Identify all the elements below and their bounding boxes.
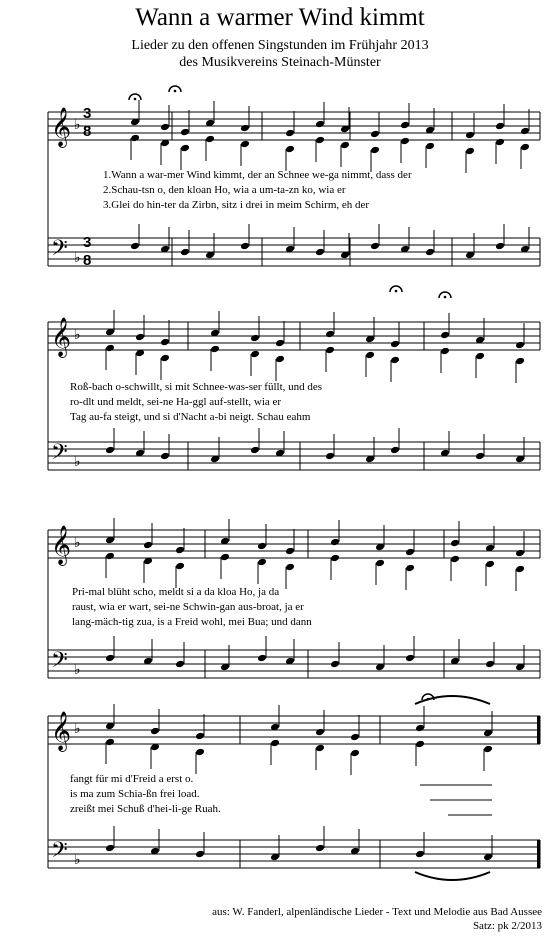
note-head [325, 330, 335, 339]
lyric-s2-v1: Roß-bach o-schwillt, si mit Schnee-was-ser füllt, und des [70, 381, 323, 393]
treble-clef-icon: 𝄞 [51, 525, 72, 565]
note-head [240, 124, 250, 133]
note-head [257, 542, 267, 551]
note-head [180, 128, 190, 137]
note-head [315, 120, 325, 129]
note-head [370, 130, 380, 139]
arrangement-credit: Satz: pk 2/2013 [472, 920, 542, 932]
treble-time-den: 8 [83, 123, 92, 140]
note-head [415, 850, 425, 859]
note-head [390, 340, 400, 349]
note-head [495, 138, 505, 147]
bass-clef-icon: 𝄢 [51, 648, 68, 678]
note-head [250, 446, 260, 455]
flat-icon: ♭ [74, 535, 81, 551]
note-head [400, 137, 410, 146]
note-head [160, 354, 170, 363]
note-head [475, 352, 485, 361]
lyric-s3-v3: lang-mäch-tig zua, is a Freid wohl, mei Bua; und dann [72, 616, 312, 628]
note-head [105, 344, 115, 353]
note-head [105, 654, 115, 663]
note-head [105, 552, 115, 561]
subtitle-line-1: Lieder zu den offenen Singstunden im Frühjahr 2013 [131, 38, 429, 53]
note-head [275, 339, 285, 348]
note-head [450, 539, 460, 548]
note-head [405, 548, 415, 557]
note-head [405, 654, 415, 663]
fermata-dot [444, 296, 447, 299]
flat-icon: ♭ [74, 852, 81, 868]
note-head [485, 660, 495, 669]
note-head [315, 744, 325, 753]
note-head [315, 728, 325, 737]
note-head [195, 850, 205, 859]
bass-time-den: 8 [83, 252, 92, 269]
note-head [105, 446, 115, 455]
note-head [220, 553, 230, 562]
flat-icon: ♭ [74, 327, 81, 343]
note-head [415, 740, 425, 749]
lyric-s4-v3: zreißt mei Schuß d'hei-li-ge Ruah. [70, 803, 221, 815]
treble-clef-icon: 𝄞 [51, 711, 72, 751]
note-head [520, 143, 530, 152]
note-head [520, 127, 530, 136]
note-head [495, 242, 505, 251]
note-head [130, 242, 140, 251]
flat-icon: ♭ [74, 117, 81, 133]
bass-clef-icon: 𝄢 [51, 838, 68, 868]
note-head [285, 563, 295, 572]
note-head [210, 345, 220, 354]
note-head [175, 546, 185, 555]
note-head [285, 145, 295, 154]
tie-bass [415, 872, 490, 880]
final-barline [537, 716, 540, 744]
note-head [390, 446, 400, 455]
note-head [425, 248, 435, 257]
note-head [257, 654, 267, 663]
lyric-s3-v2: raust, wia er wart, sei-ne Schwin-gan aus-broat, ja er [72, 601, 304, 613]
note-head [415, 724, 425, 733]
note-head [330, 660, 340, 669]
note-head [180, 144, 190, 153]
final-barline [537, 840, 540, 868]
flat-icon: ♭ [74, 250, 81, 266]
note-head [483, 745, 493, 754]
note-head [105, 844, 115, 853]
fermata-dot [174, 90, 177, 93]
bass-clef-icon: 𝄢 [51, 440, 68, 470]
note-head [175, 660, 185, 669]
bass-time-num: 3 [83, 234, 92, 251]
note-head [325, 452, 335, 461]
note-head [175, 562, 185, 571]
note-head [160, 123, 170, 132]
note-head [315, 248, 325, 257]
note-head [485, 560, 495, 569]
note-head [250, 334, 260, 343]
lyric-s4-v2: is ma zum Schia-ßn frei load. [70, 788, 200, 800]
note-head [195, 748, 205, 757]
note-head [205, 135, 215, 144]
subtitle-line-2: des Musikvereins Steinach-Münster [179, 55, 381, 70]
note-head [440, 331, 450, 340]
song-title: Wann a warmer Wind kimmt [135, 4, 425, 31]
note-head [400, 121, 410, 130]
note-head [180, 248, 190, 257]
treble-time-num: 3 [83, 105, 92, 122]
note-head [450, 555, 460, 564]
note-head [150, 727, 160, 736]
note-head [257, 558, 267, 567]
note-head [515, 357, 525, 366]
lyric-s1-v3: 3.Glei do hin-ter da Zirbn, sitz i drei in meim Schirm, eh der [103, 199, 370, 211]
note-head [315, 844, 325, 853]
note-head [105, 738, 115, 747]
lyric-s3-v1: Pri-mal blüht scho, meldt si a da kloa Ho, ja da [72, 586, 280, 598]
note-head [370, 242, 380, 251]
note-head [143, 541, 153, 550]
note-head [160, 338, 170, 347]
note-head [330, 538, 340, 547]
note-head [475, 452, 485, 461]
staves [48, 107, 540, 868]
note-head [330, 554, 340, 563]
note-head [495, 122, 505, 131]
note-head [285, 129, 295, 138]
lyric-s1-v1: 1.Wann a war-mer Wind kimmt, der an Schnee we-ga nimmt, dass der [103, 169, 412, 181]
lyric-s2-v2: ro-dlt und meldt, sei-ne Ha-ggl auf-stellt, wia er [70, 396, 282, 408]
lyric-s1-v2: 2.Schau-tsn o, den kloan Ho, wia a um-ta-zn ko, wia er [103, 184, 346, 196]
note-head [275, 355, 285, 364]
lyric-s4-v1: fangt für mi d'Freid a erst o. [70, 773, 194, 785]
tie-treble [415, 696, 490, 704]
note-head [240, 140, 250, 149]
note-head [375, 559, 385, 568]
bass-clef-icon: 𝄢 [51, 236, 68, 266]
source-credit: aus: W. Fanderl, alpenländische Lieder - Text und Melodie aus Bad Aussee [212, 906, 542, 918]
note-head [270, 739, 280, 748]
note-head [515, 549, 525, 558]
note-head [240, 242, 250, 251]
flat-icon: ♭ [74, 662, 81, 678]
treble-clef-icon: 𝄞 [51, 317, 72, 357]
note-head [390, 356, 400, 365]
note-head [365, 351, 375, 360]
note-head [465, 131, 475, 140]
note-head [130, 134, 140, 143]
fermata-dot [134, 98, 137, 101]
note-head [160, 452, 170, 461]
note-head [515, 341, 525, 350]
note-head [135, 333, 145, 342]
note-head [440, 347, 450, 356]
note-head [465, 147, 475, 156]
note-head [515, 565, 525, 574]
lyric-s2-v3: Tag au-fa steigt, und si d'Nacht a-bi neigt. Schau eahm [70, 411, 311, 423]
note-head [325, 346, 335, 355]
flat-icon: ♭ [74, 454, 81, 470]
time-signatures [83, 105, 91, 269]
treble-clef-icon: 𝄞 [51, 107, 72, 147]
note-head [315, 136, 325, 145]
note-head [195, 732, 205, 741]
fermata-dot [395, 290, 398, 293]
note-head [405, 564, 415, 573]
flat-icon: ♭ [74, 721, 81, 737]
note-head [370, 146, 380, 155]
note-head [340, 141, 350, 150]
note-head [425, 142, 435, 151]
note-head [350, 749, 360, 758]
note-head [250, 350, 260, 359]
note-head [350, 733, 360, 742]
note-head [285, 547, 295, 556]
